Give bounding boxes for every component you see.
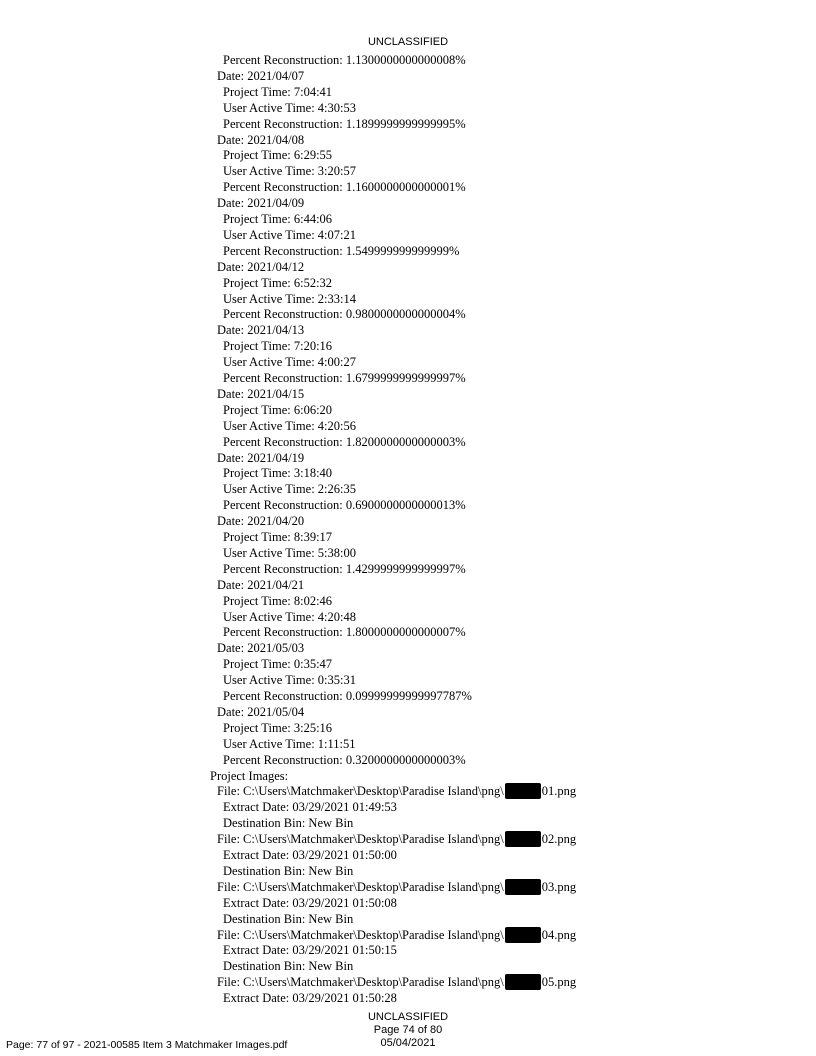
line-text: Date: 2021/04/08 [217,132,305,147]
project-time-line [223,656,332,672]
extract-date-line [223,895,397,911]
line-text: Destination Bin: New Bin [223,863,354,878]
line-text: Project Time: 3:18:40 [223,466,333,481]
date-line [217,577,304,593]
line-text: Destination Bin: New Bin [223,816,354,831]
line-text: User Active Time: 2:26:35 [223,482,356,497]
date-line [217,195,304,211]
redaction-box [505,831,541,847]
line-text: User Active Time: 4:20:48 [223,609,356,624]
date-line [217,704,304,720]
date-line [217,450,304,466]
line-text: Percent Reconstruction: 1.1600000000000001% [223,180,466,195]
line-text: Project Time: 6:52:32 [223,275,333,290]
header-classification: UNCLASSIFIED [367,36,449,48]
line-text: Project Time: 8:02:46 [223,593,333,608]
redaction-box [505,974,541,990]
project-time-line [223,720,332,736]
line-text: Percent Reconstruction: 1.1899999999999995% [223,116,466,131]
line-text: User Active Time: 5:38:00 [223,545,356,560]
file-name-suffix: 02.png [541,832,577,847]
line-text: Project Images: [210,768,289,783]
user-active-time-line [223,227,356,243]
percent-reconstruction-line [223,624,466,640]
percent-reconstruction-line [223,179,466,195]
line-text: File: C:\Users\Matchmaker\Desktop\Paradise Island\png\ [217,784,504,799]
line-text: Extract Date: 03/29/2021 01:49:53 [223,800,397,815]
line-text: Extract Date: 03/29/2021 01:50:00 [223,848,397,862]
extract-date-line [223,942,397,958]
percent-reconstruction-line [223,752,466,768]
line-text: Project Time: 6:29:55 [223,148,333,163]
extract-date-line [223,990,397,1006]
destination-bin-line [223,815,353,831]
line-text: User Active Time: 4:07:21 [223,227,356,242]
line-text: User Active Time: 4:00:27 [223,355,356,370]
line-text: User Active Time: 0:35:31 [223,673,356,688]
line-text: Date: 2021/04/19 [217,450,305,465]
user-active-time-line [223,736,356,752]
line-text: Date: 2021/04/20 [217,514,305,529]
file-path-line [217,974,576,990]
file-path-line [217,783,576,799]
footer-classification: UNCLASSIFIED [367,1011,449,1023]
project-time-line [223,529,332,545]
user-active-time-line [223,354,356,370]
percent-reconstruction-line [223,688,472,704]
line-text: Percent Reconstruction: 0.6900000000000013% [223,498,466,513]
file-name-suffix: 05.png [541,975,577,990]
line-text: Project Time: 7:04:41 [223,84,333,99]
line-text: Percent Reconstruction: 1.1300000000000008% [223,53,466,67]
project-time-line [223,211,332,227]
line-text: File: C:\Users\Matchmaker\Desktop\Paradise Island\png\ [217,975,504,990]
destination-bin-line [223,863,353,879]
line-text: Date: 2021/04/07 [217,68,305,83]
percent-reconstruction-line [223,497,466,513]
pdf-page-info: Page: 77 of 97 - 2021-00585 Item 3 Matchmaker Images.pdf [6,1039,288,1051]
line-text: Percent Reconstruction: 0.09999999999997787% [223,689,472,703]
percent-reconstruction-line [223,561,466,577]
project-time-line [223,593,332,609]
line-text: Project Time: 3:25:16 [223,720,333,735]
line-text: Percent Reconstruction: 0.3200000000000003% [223,752,466,767]
date-line [217,322,304,338]
date-line [217,68,304,84]
footer-date: 05/04/2021 [380,1037,436,1049]
line-text: Extract Date: 03/29/2021 01:50:08 [223,895,397,910]
extract-date-line [223,847,397,863]
date-line [217,640,304,656]
line-text: User Active Time: 3:20:57 [223,164,356,179]
line-text: Destination Bin: New Bin [223,959,354,974]
date-line [217,132,304,148]
line-text: Project Time: 6:06:20 [223,402,333,417]
file-path-line [217,879,576,895]
line-text: User Active Time: 1:11:51 [223,736,356,751]
line-text: User Active Time: 4:20:56 [223,418,356,433]
project-time-line [223,402,332,418]
file-path-line [217,927,576,943]
destination-bin-line [223,958,353,974]
line-text: Date: 2021/04/12 [217,259,305,274]
line-text: Project Time: 8:39:17 [223,530,333,544]
percent-reconstruction-line [223,370,466,386]
line-text: Extract Date: 03/29/2021 01:50:28 [223,991,397,1006]
user-active-time-line [223,609,356,625]
extract-date-line [223,799,397,815]
line-text: File: C:\Users\Matchmaker\Desktop\Paradise Island\png\ [217,832,504,847]
line-text: Destination Bin: New Bin [223,911,354,926]
user-active-time-line [223,163,356,179]
line-text: Percent Reconstruction: 1.8000000000000007% [223,625,466,640]
line-text: Extract Date: 03/29/2021 01:50:15 [223,943,397,958]
project-time-line [223,84,332,100]
footer-page-number: Page 74 of 80 [373,1024,443,1036]
line-text: Percent Reconstruction: 1.4299999999999997% [223,561,466,576]
user-active-time-line [223,545,356,561]
date-line [217,386,304,402]
line-text: Percent Reconstruction: 1.8200000000000003% [223,434,466,449]
line-text: Date: 2021/05/03 [217,641,305,656]
line-text: Percent Reconstruction: 1.549999999999999% [223,243,460,258]
line-text: Project Time: 7:20:16 [223,339,333,354]
project-time-line [223,147,332,163]
redaction-box [505,783,541,799]
line-text: Percent Reconstruction: 0.9800000000000004% [223,307,466,322]
line-text: Date: 2021/04/13 [217,323,305,338]
project-time-line [223,338,332,354]
date-line [217,513,304,529]
percent-reconstruction-line [223,116,466,132]
user-active-time-line [223,418,356,434]
percent-reconstruction-line [223,52,466,68]
percent-reconstruction-line [223,434,466,450]
line-text: Project Time: 6:44:06 [223,212,333,226]
user-active-time-line [223,100,356,116]
line-text: Date: 2021/04/21 [217,577,305,592]
line-text: User Active Time: 4:30:53 [223,100,356,115]
line-text: File: C:\Users\Matchmaker\Desktop\Paradise Island\png\ [217,879,504,894]
redaction-box [505,927,541,943]
line-text: Project Time: 0:35:47 [223,657,333,672]
line-text: Date: 2021/04/09 [217,196,305,211]
percent-reconstruction-line [223,306,466,322]
file-path-line [217,831,576,847]
file-name-suffix: 03.png [541,879,577,894]
line-text: Date: 2021/04/15 [217,386,305,401]
date-line [217,259,304,275]
project-time-line [223,275,332,291]
line-text: Date: 2021/05/04 [217,704,305,719]
section-heading [210,768,288,784]
user-active-time-line [223,291,356,307]
user-active-time-line [223,672,356,688]
percent-reconstruction-line [223,243,459,259]
redaction-box [505,879,541,895]
line-text: User Active Time: 2:33:14 [223,291,356,306]
file-name-suffix: 04.png [541,927,577,942]
project-time-line [223,465,332,481]
destination-bin-line [223,911,353,927]
line-text: File: C:\Users\Matchmaker\Desktop\Paradise Island\png\ [217,927,504,942]
file-name-suffix: 01.png [541,784,577,799]
line-text: Percent Reconstruction: 1.6799999999999997% [223,371,466,385]
user-active-time-line [223,481,356,497]
